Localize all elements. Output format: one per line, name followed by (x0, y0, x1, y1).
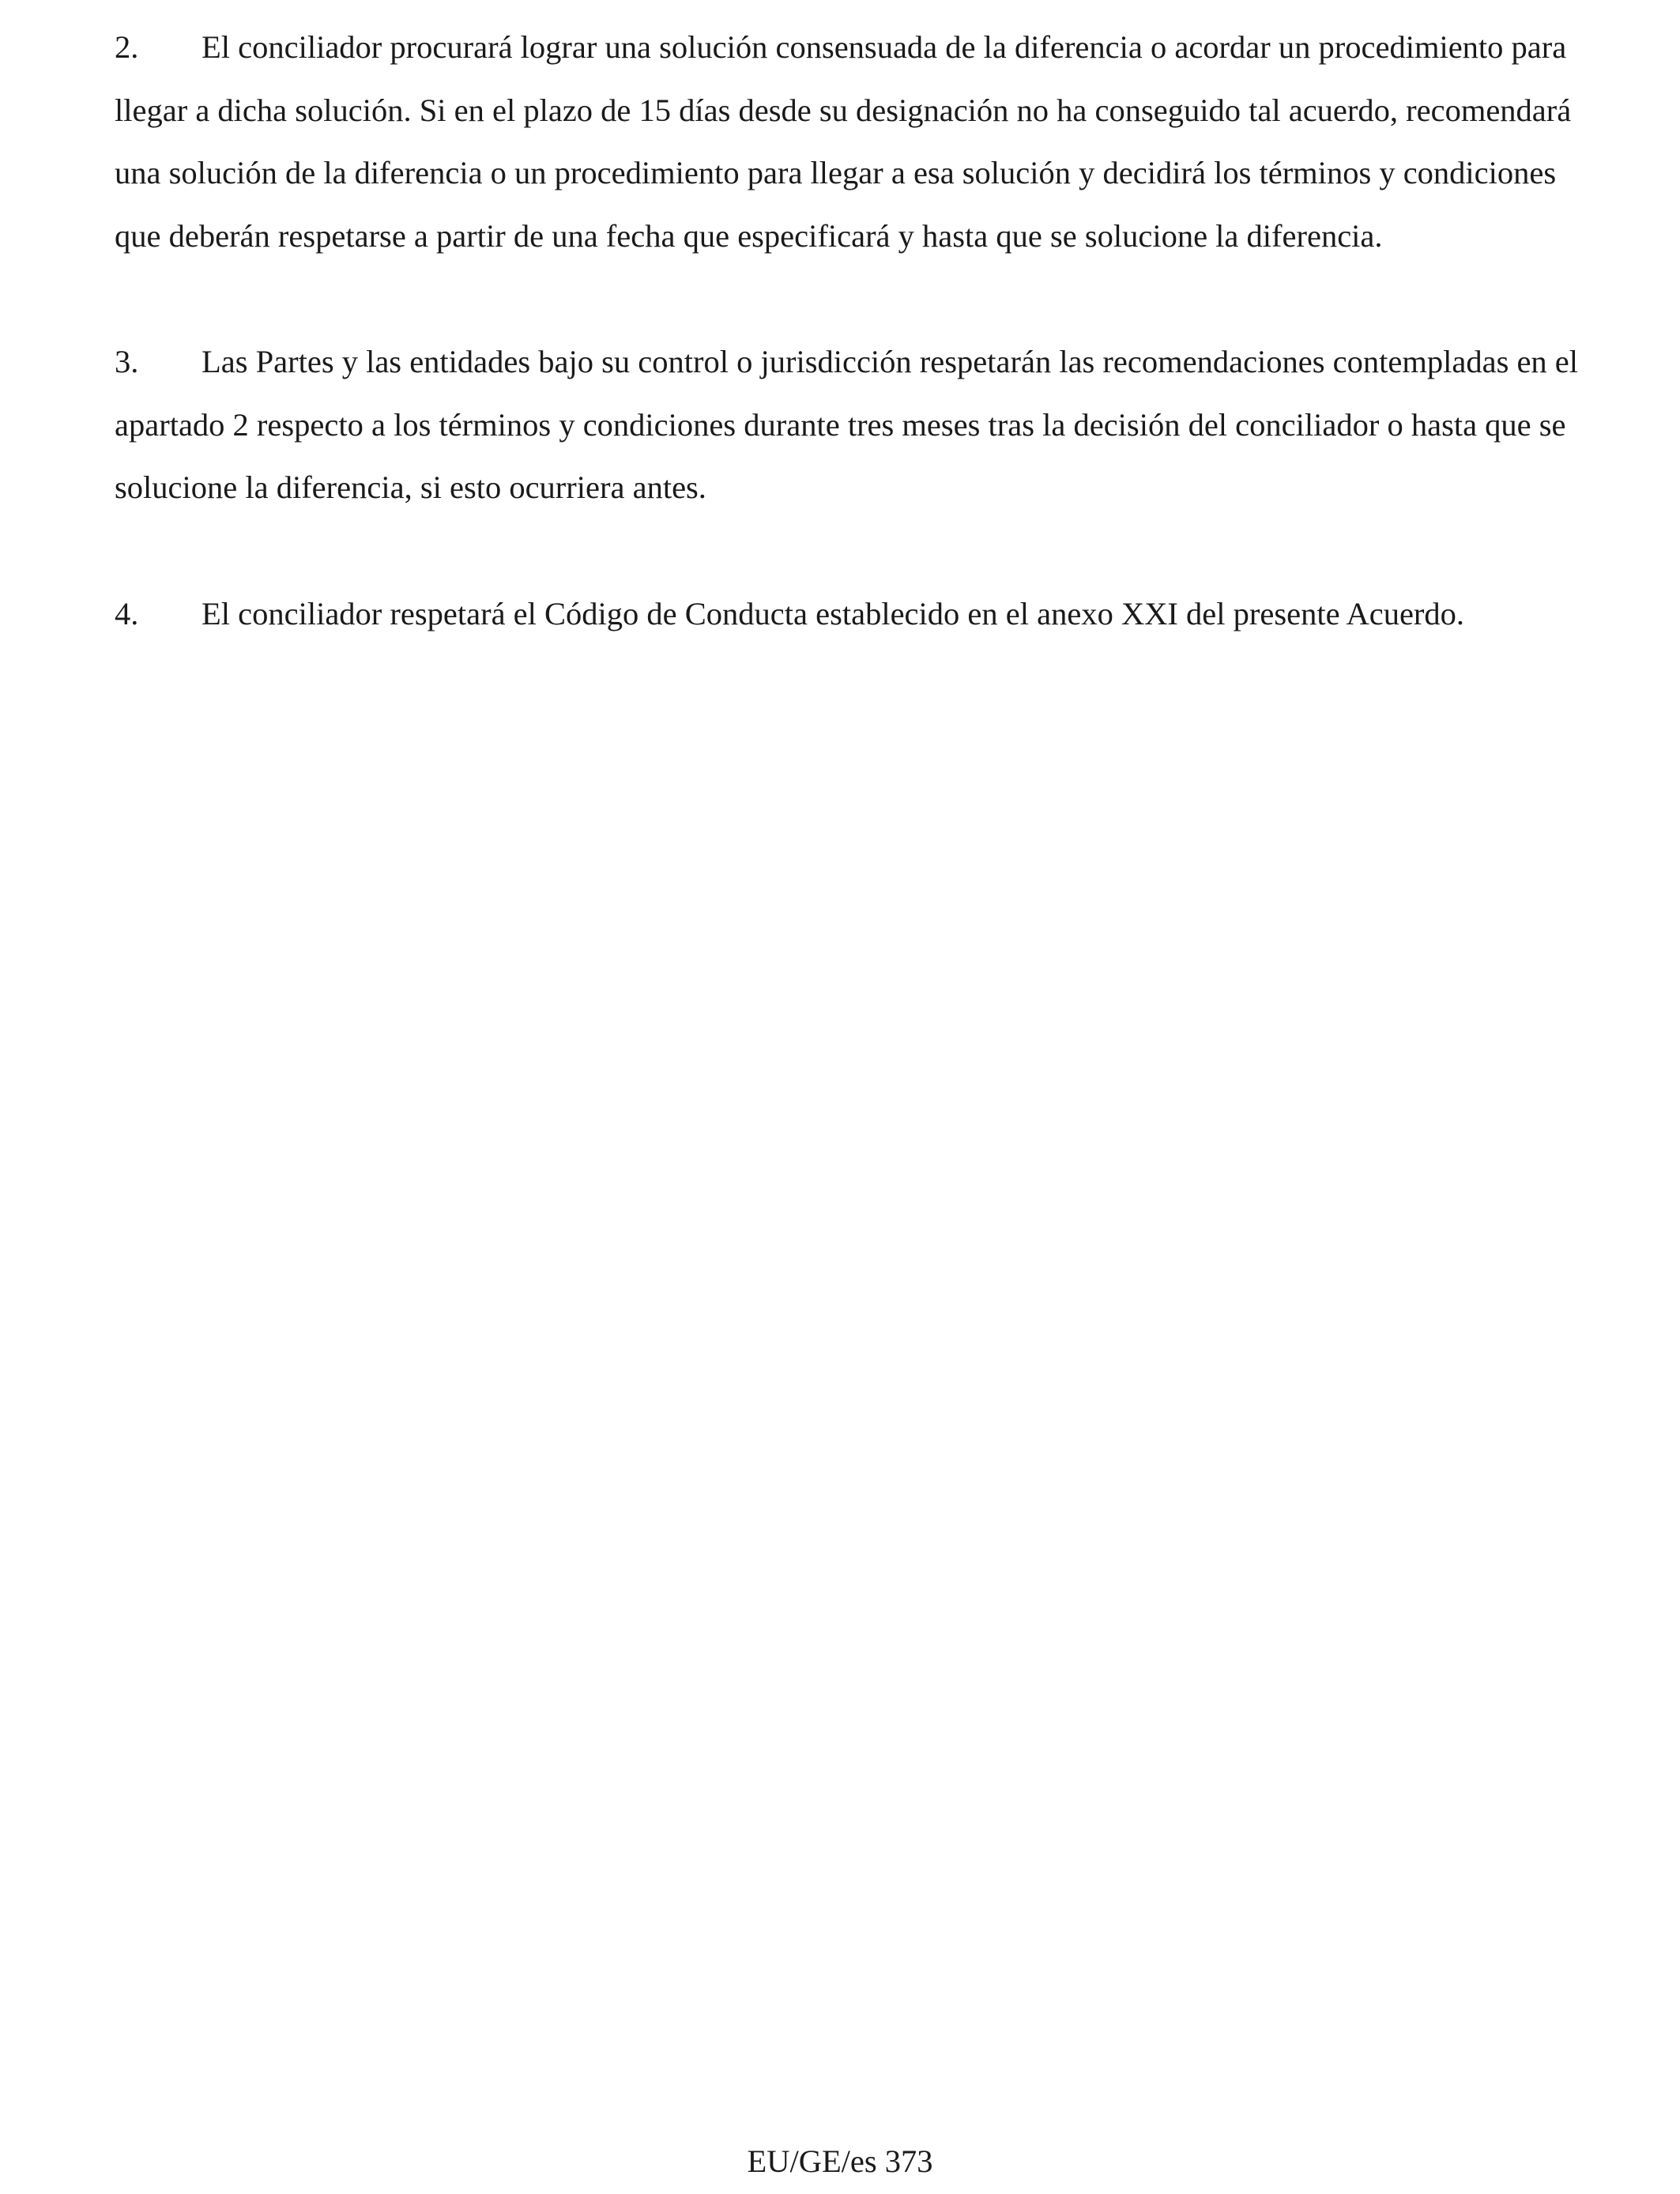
paragraph-2 (115, 16, 1600, 267)
paragraph-4 (115, 582, 1600, 646)
paragraph-number: 4. (115, 595, 139, 631)
paragraph-text: El conciliador respetará el Código de Conducta establecido en el anexo XXI del presente Acuerdo. (202, 595, 1465, 631)
paragraph-text: El conciliador procurará lograr una solución consensuada de la diferencia o acordar un procedimiento para llegar a dicha solución. Si en el plazo de 15 días desde su designación no ha conseguido tal acuerdo, recomendará una solución de la diferencia o un procedimiento para llegar a esa solución y decidirá los términos y condiciones que deberán respetarse a partir de una fecha que especificará y hasta que se solucione la diferencia. (115, 29, 1572, 254)
paragraph-text: Las Partes y las entidades bajo su control o jurisdicción respetarán las recomendaciones contempladas en el apartado 2 respecto a los términos y condiciones durante tres meses tras la decisión del conciliador o hasta que se solucione la diferencia, si esto ocurriera antes. (115, 344, 1579, 505)
paragraph-number: 3. (115, 344, 139, 379)
document-body (115, 16, 1600, 708)
paragraph-3 (115, 330, 1600, 519)
page-footer: EU/GE/es 373 (747, 2143, 933, 2179)
paragraph-number: 2. (115, 29, 139, 65)
